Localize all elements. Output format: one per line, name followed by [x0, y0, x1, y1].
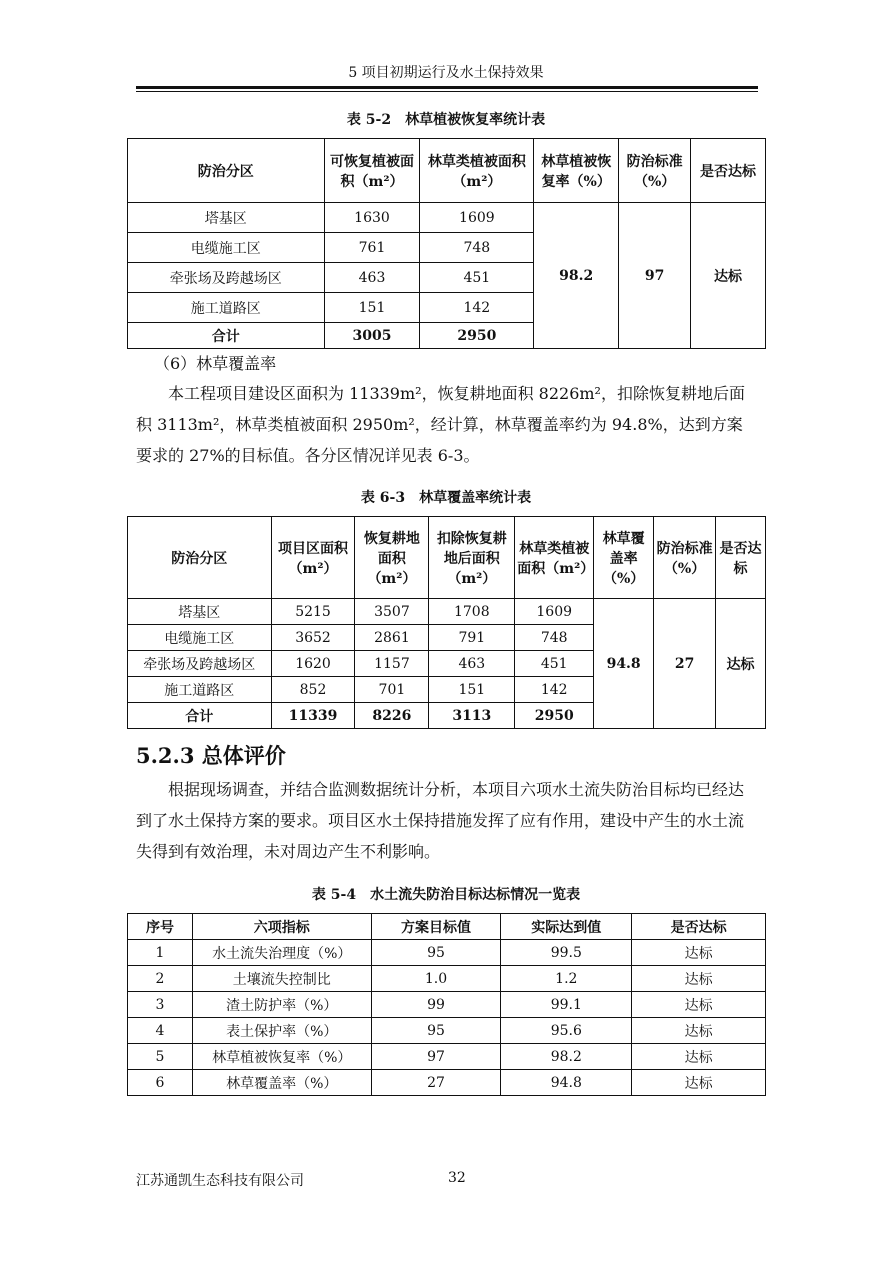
value-cell: 1157: [355, 651, 429, 677]
zone-cell: 塔基区: [128, 599, 272, 625]
target-cell: 1.0: [371, 966, 501, 992]
total-value: 8226: [355, 703, 429, 729]
total-value: 3005: [324, 323, 420, 349]
header-cell: 林草植被恢复率（%）: [534, 139, 619, 203]
header-rule-thick: [136, 86, 758, 89]
index-cell: 5: [128, 1044, 193, 1070]
table-6-3-caption: 表 6-3 林草覆盖率统计表: [360, 490, 532, 506]
table-5-4-caption: 表 5-4 水土流失防治目标达标情况一览表: [311, 887, 581, 903]
standard-cell: 97: [619, 203, 691, 349]
value-cell: 151: [324, 293, 420, 323]
target-cell: 27: [371, 1070, 501, 1096]
status-cell: 达标: [632, 940, 766, 966]
indicator-cell: 林草植被恢复率（%）: [192, 1044, 371, 1070]
header-cell: 防治标准（%）: [654, 517, 716, 599]
zone-cell: 施工道路区: [128, 677, 272, 703]
status-cell: 达标: [632, 966, 766, 992]
value-cell: 463: [324, 263, 420, 293]
value-cell: 748: [515, 625, 594, 651]
header-cell: 实际达到值: [501, 914, 632, 940]
total-label: 合计: [128, 323, 325, 349]
actual-cell: 94.8: [501, 1070, 632, 1096]
header-cell: 防治分区: [128, 517, 272, 599]
total-value: 2950: [515, 703, 594, 729]
target-cell: 95: [371, 940, 501, 966]
total-label: 合计: [128, 703, 272, 729]
status-cell: 达标: [691, 203, 766, 349]
header-rule-thin: [136, 91, 758, 92]
standard-cell: 27: [654, 599, 716, 729]
table-row: [128, 203, 766, 233]
table-row: [128, 1044, 766, 1070]
table-5-2-caption: 表 5-2 林草植被恢复率统计表: [346, 112, 546, 128]
value-cell: 151: [429, 677, 515, 703]
header-cell: 是否达标: [716, 517, 766, 599]
actual-cell: 1.2: [501, 966, 632, 992]
section-heading: 5.2.3 总体评价: [136, 743, 286, 768]
table-row: [128, 966, 766, 992]
header-cell: 扣除恢复耕地后面积（m²）: [429, 517, 515, 599]
table-row: [128, 1018, 766, 1044]
value-cell: 1620: [271, 651, 355, 677]
index-cell: 4: [128, 1018, 193, 1044]
indicator-cell: 林草覆盖率（%）: [192, 1070, 371, 1096]
index-cell: 3: [128, 992, 193, 1018]
header-cell: 防治标准（%）: [619, 139, 691, 203]
section-5-2-3-paragraph: 根据现场调查，并结合监测数据统计分析，本项目六项水土流失防治目标均已经达到了水土保持方案的要求。项目区水土保持措施发挥了应有作用，建设中产生的水土流失得到有效治理，未对周边产生不利影响。: [136, 780, 745, 861]
zone-cell: 施工道路区: [128, 293, 325, 323]
header-cell: 林草类植被面积（m²）: [515, 517, 594, 599]
header-cell: 项目区面积（m²）: [271, 517, 355, 599]
actual-cell: 99.1: [501, 992, 632, 1018]
table-row: [128, 992, 766, 1018]
header-cell: 是否达标: [632, 914, 766, 940]
indicator-cell: 渣土防护率（%）: [192, 992, 371, 1018]
value-cell: 3507: [355, 599, 429, 625]
section-6-title: （6）林草覆盖率: [154, 354, 277, 373]
actual-cell: 99.5: [501, 940, 632, 966]
value-cell: 451: [420, 263, 534, 293]
value-cell: 1609: [420, 203, 534, 233]
footer-company: 江苏通凯生态科技有限公司: [136, 1173, 304, 1189]
section-6-paragraph: 本工程项目建设区面积为 11339m²，恢复耕地面积 8226m²，扣除恢复耕地后面积 3113m²，林草类植被面积 2950m²，经计算，林草覆盖率约为 94.8%，达到方案要求的 27%的目标值。各分区情况详见表 6-3。: [136, 384, 745, 465]
value-cell: 1609: [515, 599, 594, 625]
status-cell: 达标: [632, 1044, 766, 1070]
zone-cell: 牵张场及跨越场区: [128, 263, 325, 293]
indicator-cell: 土壤流失控制比: [192, 966, 371, 992]
value-cell: 1630: [324, 203, 420, 233]
header-cell: 林草类植被面积（m²）: [420, 139, 534, 203]
value-cell: 791: [429, 625, 515, 651]
status-cell: 达标: [716, 599, 766, 729]
value-cell: 748: [420, 233, 534, 263]
total-value: 3113: [429, 703, 515, 729]
value-cell: 852: [271, 677, 355, 703]
target-cell: 99: [371, 992, 501, 1018]
header-cell: 可恢复植被面积（m²）: [324, 139, 420, 203]
table-5-2: [127, 138, 766, 349]
value-cell: 3652: [271, 625, 355, 651]
value-cell: 463: [429, 651, 515, 677]
index-cell: 2: [128, 966, 193, 992]
status-cell: 达标: [632, 1018, 766, 1044]
header-cell: 是否达标: [691, 139, 766, 203]
header-cell: 方案目标值: [371, 914, 501, 940]
zone-cell: 电缆施工区: [128, 233, 325, 263]
indicator-cell: 水土流失治理度（%）: [192, 940, 371, 966]
recovery-rate-cell: 98.2: [534, 203, 619, 349]
header-cell: 六项指标: [192, 914, 371, 940]
index-cell: 1: [128, 940, 193, 966]
value-cell: 5215: [271, 599, 355, 625]
page-number: 32: [448, 1170, 466, 1186]
target-cell: 95: [371, 1018, 501, 1044]
actual-cell: 95.6: [501, 1018, 632, 1044]
actual-cell: 98.2: [501, 1044, 632, 1070]
table-6-3: [127, 516, 766, 729]
status-cell: 达标: [632, 992, 766, 1018]
value-cell: 1708: [429, 599, 515, 625]
coverage-rate-cell: 94.8: [594, 599, 654, 729]
header-cell: 林草覆盖率（%）: [594, 517, 654, 599]
zone-cell: 电缆施工区: [128, 625, 272, 651]
total-value: 2950: [420, 323, 534, 349]
header-cell: 恢复耕地面积（m²）: [355, 517, 429, 599]
value-cell: 142: [420, 293, 534, 323]
table-row: [128, 940, 766, 966]
header-cell: 序号: [128, 914, 193, 940]
value-cell: 451: [515, 651, 594, 677]
table-row: [128, 1070, 766, 1096]
value-cell: 142: [515, 677, 594, 703]
zone-cell: 塔基区: [128, 203, 325, 233]
page-header: 5 项目初期运行及水土保持效果: [348, 65, 544, 81]
header-cell: 防治分区: [128, 139, 325, 203]
total-value: 11339: [271, 703, 355, 729]
target-cell: 97: [371, 1044, 501, 1070]
index-cell: 6: [128, 1070, 193, 1096]
value-cell: 2861: [355, 625, 429, 651]
table-row: [128, 599, 766, 625]
indicator-cell: 表土保护率（%）: [192, 1018, 371, 1044]
value-cell: 701: [355, 677, 429, 703]
zone-cell: 牵张场及跨越场区: [128, 651, 272, 677]
table-5-4: [127, 913, 766, 1096]
status-cell: 达标: [632, 1070, 766, 1096]
value-cell: 761: [324, 233, 420, 263]
